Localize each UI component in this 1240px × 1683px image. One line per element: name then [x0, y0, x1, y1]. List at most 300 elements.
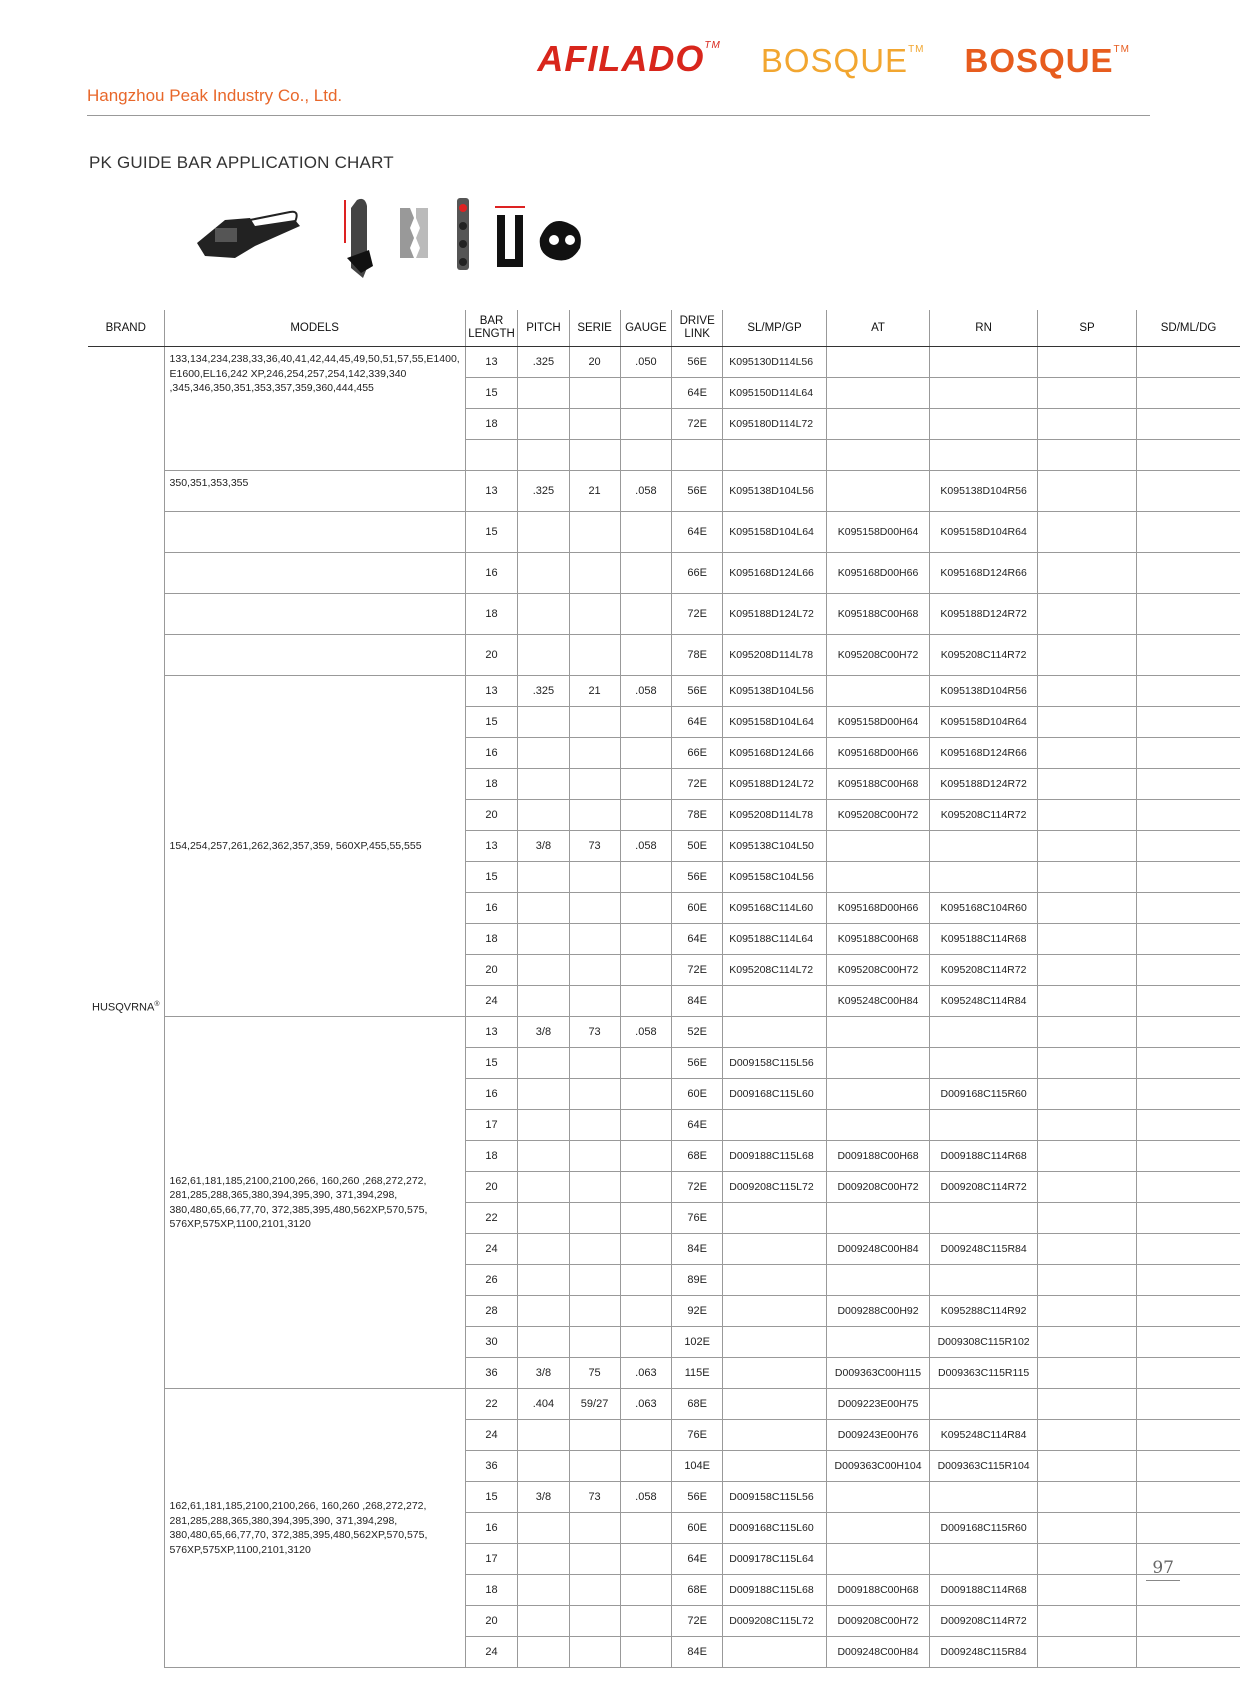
pitch-cell — [518, 955, 569, 986]
gauge-cell: .058 — [620, 831, 671, 862]
sl-cell — [723, 1327, 827, 1358]
rn-cell — [930, 862, 1038, 893]
rn-cell — [930, 831, 1038, 862]
gauge-cell — [620, 1327, 671, 1358]
pitch-cell — [518, 553, 569, 594]
sl-cell: K095158C104L56 — [723, 862, 827, 893]
serie-cell — [569, 440, 620, 471]
drive-link-cell: 72E — [672, 594, 723, 635]
at-cell — [826, 1110, 930, 1141]
sd-cell — [1137, 1451, 1240, 1482]
gauge-cell: .063 — [620, 1358, 671, 1389]
sl-cell: K095138C104L50 — [723, 831, 827, 862]
pitch-cell: .325 — [518, 676, 569, 707]
rn-cell: K095208C114R72 — [930, 635, 1038, 676]
drive-link-cell: 72E — [672, 769, 723, 800]
serie-cell — [569, 1296, 620, 1327]
sl-cell: K095168D124L66 — [723, 738, 827, 769]
pitch-cell — [518, 635, 569, 676]
sl-cell — [723, 1358, 827, 1389]
drive-link-cell: 64E — [672, 1110, 723, 1141]
gauge-cell — [620, 378, 671, 409]
page-number: 97 — [1146, 1558, 1180, 1581]
registered-mark: ® — [154, 1000, 160, 1008]
bar-length-cell: 26 — [465, 1265, 518, 1296]
header-at: AT — [826, 310, 930, 347]
bosque-logo-orange: BOSQUE™ — [964, 42, 1130, 79]
gauge-cell — [620, 440, 671, 471]
header-divider — [87, 115, 1150, 116]
serie-cell: 73 — [569, 1482, 620, 1513]
rn-cell — [930, 1048, 1038, 1079]
sl-cell: D009178C115L64 — [723, 1544, 827, 1575]
drive-link-icon — [540, 221, 581, 260]
sl-cell: K095168C114L60 — [723, 893, 827, 924]
drive-link-cell: 56E — [672, 471, 723, 512]
serie-cell — [569, 955, 620, 986]
serie-cell — [569, 1110, 620, 1141]
sd-cell — [1137, 1265, 1240, 1296]
rn-cell: K095188C114R68 — [930, 924, 1038, 955]
serie-cell — [569, 986, 620, 1017]
pitch-cell — [518, 1637, 569, 1668]
serie-cell — [569, 800, 620, 831]
bar-length-cell: 24 — [465, 1234, 518, 1265]
drive-link-cell: 68E — [672, 1389, 723, 1420]
gauge-cell — [620, 1141, 671, 1172]
at-cell — [826, 347, 930, 378]
bar-length-cell: 13 — [465, 471, 518, 512]
drive-link-cell: 76E — [672, 1420, 723, 1451]
sp-cell — [1037, 862, 1136, 893]
table-row — [88, 512, 1240, 553]
header-bar-length: BAR LENGTH — [465, 310, 518, 347]
bar-length-cell: 20 — [465, 955, 518, 986]
bar-length-cell: 20 — [465, 635, 518, 676]
rn-cell: D009168C115R60 — [930, 1079, 1038, 1110]
rn-cell: D009188C114R68 — [930, 1575, 1038, 1606]
at-cell — [826, 1203, 930, 1234]
at-cell — [826, 1513, 930, 1544]
sp-cell — [1037, 986, 1136, 1017]
bar-length-cell: 15 — [465, 1482, 518, 1513]
rn-cell: D009308C115R102 — [930, 1327, 1038, 1358]
bar-length-cell: 17 — [465, 1544, 518, 1575]
gauge-cell — [620, 1203, 671, 1234]
pitch-cell — [518, 1451, 569, 1482]
drive-link-cell: 68E — [672, 1141, 723, 1172]
pitch-cell — [518, 862, 569, 893]
sd-cell — [1137, 1389, 1240, 1420]
sp-cell — [1037, 924, 1136, 955]
sd-cell — [1137, 1482, 1240, 1513]
pitch-cell — [518, 1544, 569, 1575]
rn-cell: D009208C114R72 — [930, 1172, 1038, 1203]
rn-cell: D009168C115R60 — [930, 1513, 1038, 1544]
rn-cell: D009208C114R72 — [930, 1606, 1038, 1637]
sp-cell — [1037, 1513, 1136, 1544]
rn-cell: K095168D124R66 — [930, 738, 1038, 769]
drive-link-cell: 56E — [672, 676, 723, 707]
sp-cell — [1037, 1110, 1136, 1141]
at-cell — [826, 1544, 930, 1575]
pitch-cell: 3/8 — [518, 1482, 569, 1513]
pitch-cell — [518, 1265, 569, 1296]
brand-name: HUSQVRNA — [92, 1001, 155, 1014]
sl-cell — [723, 1451, 827, 1482]
rn-cell: K095138D104R56 — [930, 471, 1038, 512]
gauge-cell: .058 — [620, 1017, 671, 1048]
bar-length-cell: 30 — [465, 1327, 518, 1358]
serie-cell — [569, 862, 620, 893]
rn-cell: K095208C114R72 — [930, 955, 1038, 986]
sl-cell — [723, 440, 827, 471]
drive-link-cell: 56E — [672, 1048, 723, 1079]
sd-cell — [1137, 1110, 1240, 1141]
header-models: MODELS — [164, 310, 465, 347]
drive-link-cell: 76E — [672, 1203, 723, 1234]
serie-cell: 59/27 — [569, 1389, 620, 1420]
pitch-cell — [518, 1079, 569, 1110]
pitch-cell — [518, 1203, 569, 1234]
pitch-cell: 3/8 — [518, 831, 569, 862]
drive-link-cell: 89E — [672, 1265, 723, 1296]
sp-cell — [1037, 800, 1136, 831]
at-cell: D009208C00H72 — [826, 1172, 930, 1203]
spec-icons — [195, 198, 635, 298]
drive-link-cell — [672, 440, 723, 471]
sl-cell — [723, 986, 827, 1017]
sd-cell — [1137, 635, 1240, 676]
rn-cell: K095188D124R72 — [930, 769, 1038, 800]
sp-cell — [1037, 1296, 1136, 1327]
sd-cell — [1137, 512, 1240, 553]
at-cell: D009363C00H115 — [826, 1358, 930, 1389]
sd-cell — [1137, 1017, 1240, 1048]
bar-length-cell: 17 — [465, 1110, 518, 1141]
bar-length-cell: 20 — [465, 800, 518, 831]
pitch-cell — [518, 893, 569, 924]
sp-cell — [1037, 409, 1136, 440]
at-cell — [826, 471, 930, 512]
at-cell: K095168D00H66 — [826, 553, 930, 594]
gauge-cell — [620, 707, 671, 738]
rn-cell: D009363C115R115 — [930, 1358, 1038, 1389]
sl-cell: D009208C115L72 — [723, 1172, 827, 1203]
pitch-cell — [518, 1110, 569, 1141]
bar-length-cell: 24 — [465, 1637, 518, 1668]
pitch-cell — [518, 769, 569, 800]
pitch-cell — [518, 1141, 569, 1172]
sl-cell: K095208D114L78 — [723, 800, 827, 831]
sd-cell — [1137, 553, 1240, 594]
sl-cell — [723, 1110, 827, 1141]
serie-icon — [457, 198, 469, 270]
serie-cell — [569, 1234, 620, 1265]
pitch-cell — [518, 409, 569, 440]
sp-cell — [1037, 1048, 1136, 1079]
at-cell — [826, 1265, 930, 1296]
drive-link-cell: 84E — [672, 1234, 723, 1265]
gauge-cell — [620, 1420, 671, 1451]
sl-cell: K095138D104L56 — [723, 676, 827, 707]
sl-cell — [723, 1203, 827, 1234]
at-cell: K095158D00H64 — [826, 512, 930, 553]
sp-cell — [1037, 1358, 1136, 1389]
drive-link-cell: 64E — [672, 924, 723, 955]
sd-cell — [1137, 378, 1240, 409]
sp-cell — [1037, 1265, 1136, 1296]
sd-cell — [1137, 924, 1240, 955]
bar-length-cell: 18 — [465, 769, 518, 800]
sl-cell: K095180D114L72 — [723, 409, 827, 440]
at-cell: K095208C00H72 — [826, 800, 930, 831]
at-cell — [826, 831, 930, 862]
serie-cell — [569, 409, 620, 440]
drive-link-cell: 56E — [672, 862, 723, 893]
drive-link-cell: 64E — [672, 512, 723, 553]
at-cell: D009248C00H84 — [826, 1637, 930, 1668]
sp-cell — [1037, 1141, 1136, 1172]
pitch-cell — [518, 1172, 569, 1203]
models-cell — [164, 553, 465, 594]
rn-cell: K095188D124R72 — [930, 594, 1038, 635]
drive-link-cell: 84E — [672, 1637, 723, 1668]
bar-length-cell: 28 — [465, 1296, 518, 1327]
gauge-cell — [620, 1172, 671, 1203]
drive-link-cell: 64E — [672, 707, 723, 738]
bar-length-cell: 18 — [465, 1141, 518, 1172]
pitch-cell — [518, 1606, 569, 1637]
sd-cell — [1137, 1296, 1240, 1327]
sd-cell — [1137, 1358, 1240, 1389]
drive-link-cell: 68E — [672, 1575, 723, 1606]
sp-cell — [1037, 440, 1136, 471]
sd-cell — [1137, 955, 1240, 986]
pitch-cell — [518, 707, 569, 738]
sl-cell: K095150D114L64 — [723, 378, 827, 409]
serie-cell — [569, 1575, 620, 1606]
sd-cell — [1137, 769, 1240, 800]
sp-cell — [1037, 1172, 1136, 1203]
serie-cell — [569, 1079, 620, 1110]
bar-length-cell: 15 — [465, 512, 518, 553]
gauge-cell — [620, 1079, 671, 1110]
company-name: Hangzhou Peak Industry Co., Ltd. — [87, 86, 343, 105]
serie-cell: 21 — [569, 676, 620, 707]
serie-cell — [569, 553, 620, 594]
at-cell: K095208C00H72 — [826, 955, 930, 986]
models-cell: 350,351,353,355 — [164, 471, 465, 512]
sp-cell — [1037, 1637, 1136, 1668]
sl-cell: K095188D124L72 — [723, 594, 827, 635]
gauge-cell — [620, 1451, 671, 1482]
models-cell — [164, 594, 465, 635]
drive-link-cell: 102E — [672, 1327, 723, 1358]
models-cell: 133,134,234,238,33,36,40,41,42,44,45,49,50,51,57,55,E1400, E1600,EL16,242 XP,246,254,257,254,142,339,340 ,345,346,350,351,353,357,359,360,444,455 — [164, 347, 465, 471]
pitch-cell — [518, 924, 569, 955]
sd-cell — [1137, 1327, 1240, 1358]
sd-cell — [1137, 594, 1240, 635]
header-pitch: PITCH — [518, 310, 569, 347]
serie-cell — [569, 769, 620, 800]
gauge-cell: .058 — [620, 471, 671, 512]
sd-cell — [1137, 347, 1240, 378]
rn-cell — [930, 1203, 1038, 1234]
sp-cell — [1037, 893, 1136, 924]
at-cell: D009223E00H75 — [826, 1389, 930, 1420]
sd-cell — [1137, 986, 1240, 1017]
sp-cell — [1037, 471, 1136, 512]
bar-length-cell: 15 — [465, 1048, 518, 1079]
gauge-cell — [620, 1513, 671, 1544]
gauge-cell — [620, 635, 671, 676]
sp-cell — [1037, 635, 1136, 676]
sd-cell — [1137, 1637, 1240, 1668]
sd-cell — [1137, 893, 1240, 924]
serie-cell — [569, 1544, 620, 1575]
at-cell: D009208C00H72 — [826, 1606, 930, 1637]
sl-cell: K095208D114L78 — [723, 635, 827, 676]
header-rn: RN — [930, 310, 1038, 347]
sp-cell — [1037, 1575, 1136, 1606]
serie-cell: 75 — [569, 1358, 620, 1389]
sl-cell: D009188C115L68 — [723, 1141, 827, 1172]
rn-cell: K095158D104R64 — [930, 512, 1038, 553]
bar-length-cell: 18 — [465, 924, 518, 955]
gauge-cell — [620, 1575, 671, 1606]
at-cell — [826, 1482, 930, 1513]
gauge-cell — [620, 924, 671, 955]
drive-link-cell: 84E — [672, 986, 723, 1017]
gauge-cell — [620, 1637, 671, 1668]
rn-cell: K095158D104R64 — [930, 707, 1038, 738]
gauge-cell: .058 — [620, 676, 671, 707]
at-cell — [826, 862, 930, 893]
at-cell: K095188C00H68 — [826, 924, 930, 955]
header-drive-link: DRIVE LINK — [672, 310, 723, 347]
bar-length-icon — [345, 199, 373, 278]
sl-cell: D009188C115L68 — [723, 1575, 827, 1606]
brand-cell — [88, 347, 164, 1668]
serie-cell — [569, 1513, 620, 1544]
drive-link-cell: 78E — [672, 635, 723, 676]
rn-cell: D009248C115R84 — [930, 1637, 1038, 1668]
at-cell: K095188C00H68 — [826, 769, 930, 800]
at-cell: D009363C00H104 — [826, 1451, 930, 1482]
at-cell — [826, 676, 930, 707]
bar-length-cell: 18 — [465, 1575, 518, 1606]
at-cell: K095208C00H72 — [826, 635, 930, 676]
gauge-cell — [620, 986, 671, 1017]
models-cell: 154,254,257,261,262,362,357,359, 560XP,455,55,555 — [164, 676, 465, 1017]
rn-cell — [930, 347, 1038, 378]
sl-cell: K095188C114L64 — [723, 924, 827, 955]
rn-cell — [930, 1544, 1038, 1575]
sl-cell: K095158D104L64 — [723, 707, 827, 738]
drive-link-cell: 56E — [672, 347, 723, 378]
page-title: PK GUIDE BAR APPLICATION CHART — [89, 153, 394, 172]
rn-cell — [930, 1265, 1038, 1296]
sd-cell — [1137, 1234, 1240, 1265]
pitch-cell — [518, 1048, 569, 1079]
rn-cell — [930, 440, 1038, 471]
drive-link-cell: 66E — [672, 553, 723, 594]
gauge-cell — [620, 893, 671, 924]
bar-length-cell — [465, 440, 518, 471]
sd-cell — [1137, 707, 1240, 738]
sl-cell — [723, 1017, 827, 1048]
models-cell: 162,61,181,185,2100,2100,266, 160,260 ,268,272,272, 281,285,288,365,380,394,395,390, 371,394,298, 380,480,65,66,77,70, 372,385,395,480,562XP,570,575, 576XP,575XP,1100,2101,3120 — [164, 1389, 465, 1668]
drive-link-cell: 56E — [672, 1482, 723, 1513]
sl-cell: K095138D104L56 — [723, 471, 827, 512]
models-cell: 162,61,181,185,2100,2100,266, 160,260 ,268,272,272, 281,285,288,365,380,394,395,390, 371,394,298, 380,480,65,66,77,70, 372,385,395,480,562XP,570,575, 576XP,575XP,1100,2101,3120 — [164, 1017, 465, 1389]
bar-length-cell: 20 — [465, 1606, 518, 1637]
rn-cell: K095248C114R84 — [930, 986, 1038, 1017]
drive-link-cell: 50E — [672, 831, 723, 862]
gauge-cell — [620, 1296, 671, 1327]
sp-cell — [1037, 707, 1136, 738]
serie-cell — [569, 1141, 620, 1172]
sp-cell — [1037, 553, 1136, 594]
drive-link-cell: 60E — [672, 1079, 723, 1110]
serie-cell — [569, 378, 620, 409]
drive-link-cell: 92E — [672, 1296, 723, 1327]
at-cell: D009188C00H68 — [826, 1141, 930, 1172]
gauge-cell — [620, 862, 671, 893]
sp-cell — [1037, 594, 1136, 635]
gauge-cell — [620, 800, 671, 831]
gauge-icon — [495, 207, 525, 267]
drive-link-cell: 72E — [672, 409, 723, 440]
gauge-cell — [620, 1544, 671, 1575]
serie-cell — [569, 707, 620, 738]
sd-cell — [1137, 738, 1240, 769]
sd-cell — [1137, 1172, 1240, 1203]
bar-length-cell: 36 — [465, 1451, 518, 1482]
rn-cell — [930, 1017, 1038, 1048]
sl-cell — [723, 1420, 827, 1451]
bar-length-cell: 15 — [465, 378, 518, 409]
sl-cell — [723, 1389, 827, 1420]
pitch-cell — [518, 986, 569, 1017]
gauge-cell: .050 — [620, 347, 671, 378]
rn-cell — [930, 1482, 1038, 1513]
at-cell — [826, 1048, 930, 1079]
pitch-icon — [400, 208, 428, 258]
serie-cell — [569, 1048, 620, 1079]
bar-length-cell: 16 — [465, 738, 518, 769]
pitch-cell — [518, 594, 569, 635]
rn-cell — [930, 378, 1038, 409]
sl-cell: K095130D114L56 — [723, 347, 827, 378]
sp-cell — [1037, 1234, 1136, 1265]
serie-cell: 73 — [569, 831, 620, 862]
serie-cell — [569, 1172, 620, 1203]
at-cell: D009243E00H76 — [826, 1420, 930, 1451]
sp-cell — [1037, 955, 1136, 986]
gauge-cell — [620, 512, 671, 553]
serie-cell — [569, 1265, 620, 1296]
pitch-cell: 3/8 — [518, 1358, 569, 1389]
drive-link-cell: 60E — [672, 893, 723, 924]
models-cell — [164, 512, 465, 553]
bar-length-cell: 22 — [465, 1203, 518, 1234]
application-table — [88, 310, 1240, 1668]
gauge-cell — [620, 1110, 671, 1141]
serie-cell — [569, 738, 620, 769]
serie-cell — [569, 1420, 620, 1451]
